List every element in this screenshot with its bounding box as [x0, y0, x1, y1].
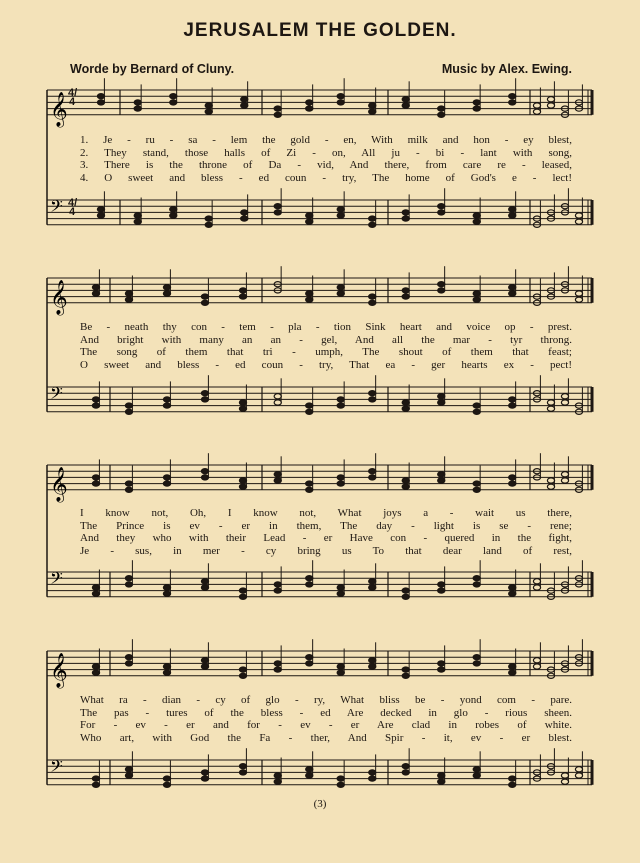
note-head [473, 219, 480, 224]
note-head [306, 100, 313, 105]
note-head [369, 585, 376, 590]
note-head [509, 213, 516, 218]
note-head [239, 594, 246, 599]
note-head [239, 770, 246, 775]
note-head [170, 100, 177, 105]
note-head [274, 394, 281, 399]
note-head [274, 204, 281, 209]
note-head [337, 481, 344, 486]
note-head [239, 673, 246, 678]
note-head [509, 585, 516, 590]
note-head [369, 397, 376, 402]
note-head [473, 661, 480, 666]
lyrics-system-3 [80, 507, 572, 557]
note-head [509, 207, 516, 212]
note-head [163, 782, 170, 787]
note-head [92, 403, 99, 408]
note-head [561, 779, 568, 784]
note-head [547, 103, 554, 108]
note-head [306, 767, 313, 772]
note-head [369, 300, 376, 305]
note-head [239, 484, 246, 489]
note-head [473, 487, 480, 492]
note-head [561, 478, 568, 483]
note-head [473, 773, 480, 778]
note-head [402, 588, 409, 593]
note-head [402, 770, 409, 775]
note-head [337, 100, 344, 105]
note-head [201, 391, 208, 396]
note-head [274, 779, 281, 784]
note-head [509, 397, 516, 402]
note-head [274, 773, 281, 778]
note-head [274, 112, 281, 117]
note-head [274, 210, 281, 215]
note-head [125, 409, 132, 414]
treble-clef-icon: 𝄞 [50, 466, 68, 502]
note-head [306, 409, 313, 414]
note-head [547, 406, 554, 411]
lyric-line: The song of them that tri - umph, The shout of them that feast; [80, 346, 572, 359]
hymn-title: JERUSALEM THE GOLDEN. [183, 20, 457, 41]
bass-clef-icon: 𝄢 [50, 196, 63, 220]
note-head [337, 213, 344, 218]
note-head [92, 291, 99, 296]
note-head [438, 394, 445, 399]
note-head [125, 661, 132, 666]
note-head [402, 594, 409, 599]
note-head [92, 475, 99, 480]
note-head [473, 297, 480, 302]
note-head [125, 576, 132, 581]
note-head [92, 397, 99, 402]
lyric-line: For - ev - er and for - ev - er Are clad in robes of white. [80, 719, 572, 732]
note-head [575, 297, 582, 302]
note-head [125, 773, 132, 778]
note-head [125, 403, 132, 408]
note-head [402, 764, 409, 769]
note-head [274, 472, 281, 477]
bass-clef-icon: 𝄢 [50, 568, 63, 592]
note-head [369, 664, 376, 669]
note-head [438, 288, 445, 293]
note-head [201, 585, 208, 590]
note-head [369, 776, 376, 781]
note-head [369, 109, 376, 114]
note-head [201, 300, 208, 305]
note-head [163, 291, 170, 296]
note-head [402, 406, 409, 411]
note-head [337, 591, 344, 596]
note-head [241, 216, 248, 221]
note-head [369, 658, 376, 663]
note-head [575, 773, 582, 778]
note-head [402, 484, 409, 489]
note-head [306, 403, 313, 408]
note-head [163, 285, 170, 290]
note-head [306, 481, 313, 486]
time-signature-bass: 4/4 [68, 197, 78, 218]
time-signature-treble: 4/4 [68, 87, 78, 108]
note-head [239, 588, 246, 593]
note-head [369, 216, 376, 221]
note-head [438, 210, 445, 215]
note-head [473, 291, 480, 296]
note-head [533, 103, 540, 108]
lyric-line: Who art, with God the Fa - ther, And Spir - it, ev - er blest. [80, 731, 572, 744]
note-head [337, 776, 344, 781]
note-head [134, 219, 141, 224]
note-head [134, 100, 141, 105]
note-head [97, 100, 104, 105]
lyric-line: And bright with many an an - gel, And all the mar - tyr throng. [80, 333, 572, 346]
note-head [509, 670, 516, 675]
note-head [438, 282, 445, 287]
note-head [125, 481, 132, 486]
note-head [163, 585, 170, 590]
note-head [163, 403, 170, 408]
note-head [306, 661, 313, 666]
note-head [201, 579, 208, 584]
note-head [306, 582, 313, 587]
note-head [438, 779, 445, 784]
note-head [306, 297, 313, 302]
note-head [163, 664, 170, 669]
lyric-line: The pas - tures of the bless - ed Are decked in glo - rious sheen. [80, 706, 572, 719]
note-head [438, 582, 445, 587]
note-head [473, 582, 480, 587]
note-head [205, 103, 212, 108]
note-head [97, 94, 104, 99]
note-head [239, 294, 246, 299]
music-credit: Music by Alex. Ewing. [441, 62, 572, 76]
note-head [402, 103, 409, 108]
note-head [125, 291, 132, 296]
note-head [337, 94, 344, 99]
note-head [509, 100, 516, 105]
note-head [163, 475, 170, 480]
note-head [337, 782, 344, 787]
note-head [97, 213, 104, 218]
note-head [306, 106, 313, 111]
note-head [509, 481, 516, 486]
bass-clef-icon: 𝄢 [50, 383, 63, 407]
lyric-line: Be - neath thy con - tem - pla - tion Sink heart and voice op - prest. [80, 321, 572, 333]
note-head [509, 403, 516, 408]
note-head [438, 667, 445, 672]
note-head [92, 776, 99, 781]
lyrics-system-2 [80, 321, 572, 371]
note-head [369, 294, 376, 299]
note-head [402, 400, 409, 405]
note-head [125, 582, 132, 587]
note-head [241, 103, 248, 108]
note-head [239, 764, 246, 769]
note-head [402, 216, 409, 221]
note-head [92, 585, 99, 590]
note-head [438, 478, 445, 483]
lyric-line: The Prince is ev - er in them, The day - light is se - rene; [80, 519, 572, 532]
note-head [402, 478, 409, 483]
note-head [509, 285, 516, 290]
note-head [92, 481, 99, 486]
note-head [575, 291, 582, 296]
note-head [241, 97, 248, 102]
note-head [274, 667, 281, 672]
treble-clef-icon: 𝄞 [50, 91, 68, 127]
note-head [402, 288, 409, 293]
note-head [369, 770, 376, 775]
lyric-line: I know not, Oh, I know not, What joys a - wait us there, [80, 507, 572, 519]
note-head [533, 109, 540, 114]
note-head [438, 588, 445, 593]
note-head [575, 219, 582, 224]
note-head [125, 487, 132, 492]
note-head [306, 773, 313, 778]
note-head [369, 469, 376, 474]
note-head [473, 100, 480, 105]
note-head [201, 397, 208, 402]
note-head [438, 106, 445, 111]
note-head [473, 481, 480, 486]
note-head [533, 585, 540, 590]
note-head [473, 213, 480, 218]
note-head [473, 403, 480, 408]
note-head [306, 219, 313, 224]
note-head [533, 579, 540, 584]
note-head [438, 472, 445, 477]
note-head [438, 661, 445, 666]
note-head [438, 773, 445, 778]
note-head [201, 294, 208, 299]
note-head [547, 97, 554, 102]
note-head [170, 207, 177, 212]
note-head [170, 213, 177, 218]
note-head [561, 773, 568, 778]
note-head [402, 294, 409, 299]
note-head [547, 478, 554, 483]
lyrics-system-1 [80, 134, 572, 184]
note-head [239, 288, 246, 293]
note-head [201, 664, 208, 669]
note-head [201, 658, 208, 663]
note-head [163, 397, 170, 402]
note-head [337, 664, 344, 669]
note-head [205, 222, 212, 227]
note-head [163, 481, 170, 486]
lyric-line: 1. Je - ru - sa - lem the gold - en, With milk and hon - ey blest, [80, 134, 572, 146]
note-head [274, 582, 281, 587]
note-head [163, 776, 170, 781]
note-head [92, 285, 99, 290]
note-head [274, 400, 281, 405]
note-head [201, 770, 208, 775]
note-head [239, 406, 246, 411]
note-head [306, 291, 313, 296]
note-head [402, 210, 409, 215]
note-head [274, 478, 281, 483]
treble-clef-icon: 𝄞 [50, 652, 68, 688]
note-head [369, 103, 376, 108]
note-head [509, 475, 516, 480]
note-head [438, 400, 445, 405]
note-head [134, 213, 141, 218]
note-head [509, 291, 516, 296]
note-head [533, 658, 540, 663]
note-head [509, 591, 516, 596]
note-head [509, 664, 516, 669]
note-head [205, 109, 212, 114]
note-head [547, 484, 554, 489]
note-head [239, 667, 246, 672]
note-head [337, 207, 344, 212]
note-head [274, 588, 281, 593]
note-head [239, 400, 246, 405]
note-head [170, 94, 177, 99]
note-head [125, 767, 132, 772]
note-head [473, 409, 480, 414]
note-head [92, 664, 99, 669]
note-head [306, 655, 313, 660]
note-head [239, 478, 246, 483]
note-head [473, 655, 480, 660]
note-head [337, 285, 344, 290]
lyrics-system-4 [80, 694, 572, 744]
note-head [337, 403, 344, 408]
note-head [306, 576, 313, 581]
note-head [201, 776, 208, 781]
note-head [337, 585, 344, 590]
note-head [337, 291, 344, 296]
note-head [97, 207, 104, 212]
treble-clef-icon: 𝄞 [50, 279, 68, 315]
note-head [509, 94, 516, 99]
note-head [369, 391, 376, 396]
note-head [205, 216, 212, 221]
note-head [134, 106, 141, 111]
note-head [473, 106, 480, 111]
note-head [575, 767, 582, 772]
note-head [561, 394, 568, 399]
note-head [306, 487, 313, 492]
note-head [125, 655, 132, 660]
note-head [337, 475, 344, 480]
note-head [402, 667, 409, 672]
note-head [337, 670, 344, 675]
note-head [92, 782, 99, 787]
note-head [163, 670, 170, 675]
note-head [369, 579, 376, 584]
note-head [509, 776, 516, 781]
note-head [92, 591, 99, 596]
note-head [306, 213, 313, 218]
note-head [369, 222, 376, 227]
note-head [92, 670, 99, 675]
note-head [438, 204, 445, 209]
note-head [163, 591, 170, 596]
note-head [533, 664, 540, 669]
note-head [547, 400, 554, 405]
note-head [125, 297, 132, 302]
note-head [337, 397, 344, 402]
lyric-line: Je - sus, in mer - cy bring us To that dear land of rest, [80, 544, 572, 557]
note-head [561, 472, 568, 477]
note-head [438, 112, 445, 117]
lyric-line: And they who with their Lead - er Have con - quered in the fight, [80, 532, 572, 545]
note-head [402, 673, 409, 678]
lyric-line: 2. They stand, those halls of Zi - on, All ju - bi - lant with song, [80, 146, 572, 159]
page-number: (3) [313, 798, 327, 810]
note-head [473, 767, 480, 772]
note-head [509, 782, 516, 787]
note-head [369, 475, 376, 480]
note-head [201, 475, 208, 480]
lyric-line: 3. There is the throne of Da - vid, And there, from care re - leased, [80, 159, 572, 172]
note-head [575, 213, 582, 218]
note-head [402, 97, 409, 102]
note-head [241, 210, 248, 215]
note-head [473, 576, 480, 581]
note-head [561, 400, 568, 405]
lyric-line: 4. O sweet and bless - ed coun - try, The home of God's e - lect! [80, 171, 572, 184]
note-head [201, 469, 208, 474]
note-head [274, 106, 281, 111]
bass-clef-icon: 𝄢 [50, 756, 63, 780]
lyric-line: What ra - dian - cy of glo - ry, What bliss be - yond com - pare. [80, 694, 572, 706]
lyric-line: O sweet and bless - ed coun - try, That ea - ger hearts ex - pect! [80, 358, 572, 371]
words-credit: Worde by Bernard of Cluny. [70, 62, 235, 76]
note-head [274, 661, 281, 666]
